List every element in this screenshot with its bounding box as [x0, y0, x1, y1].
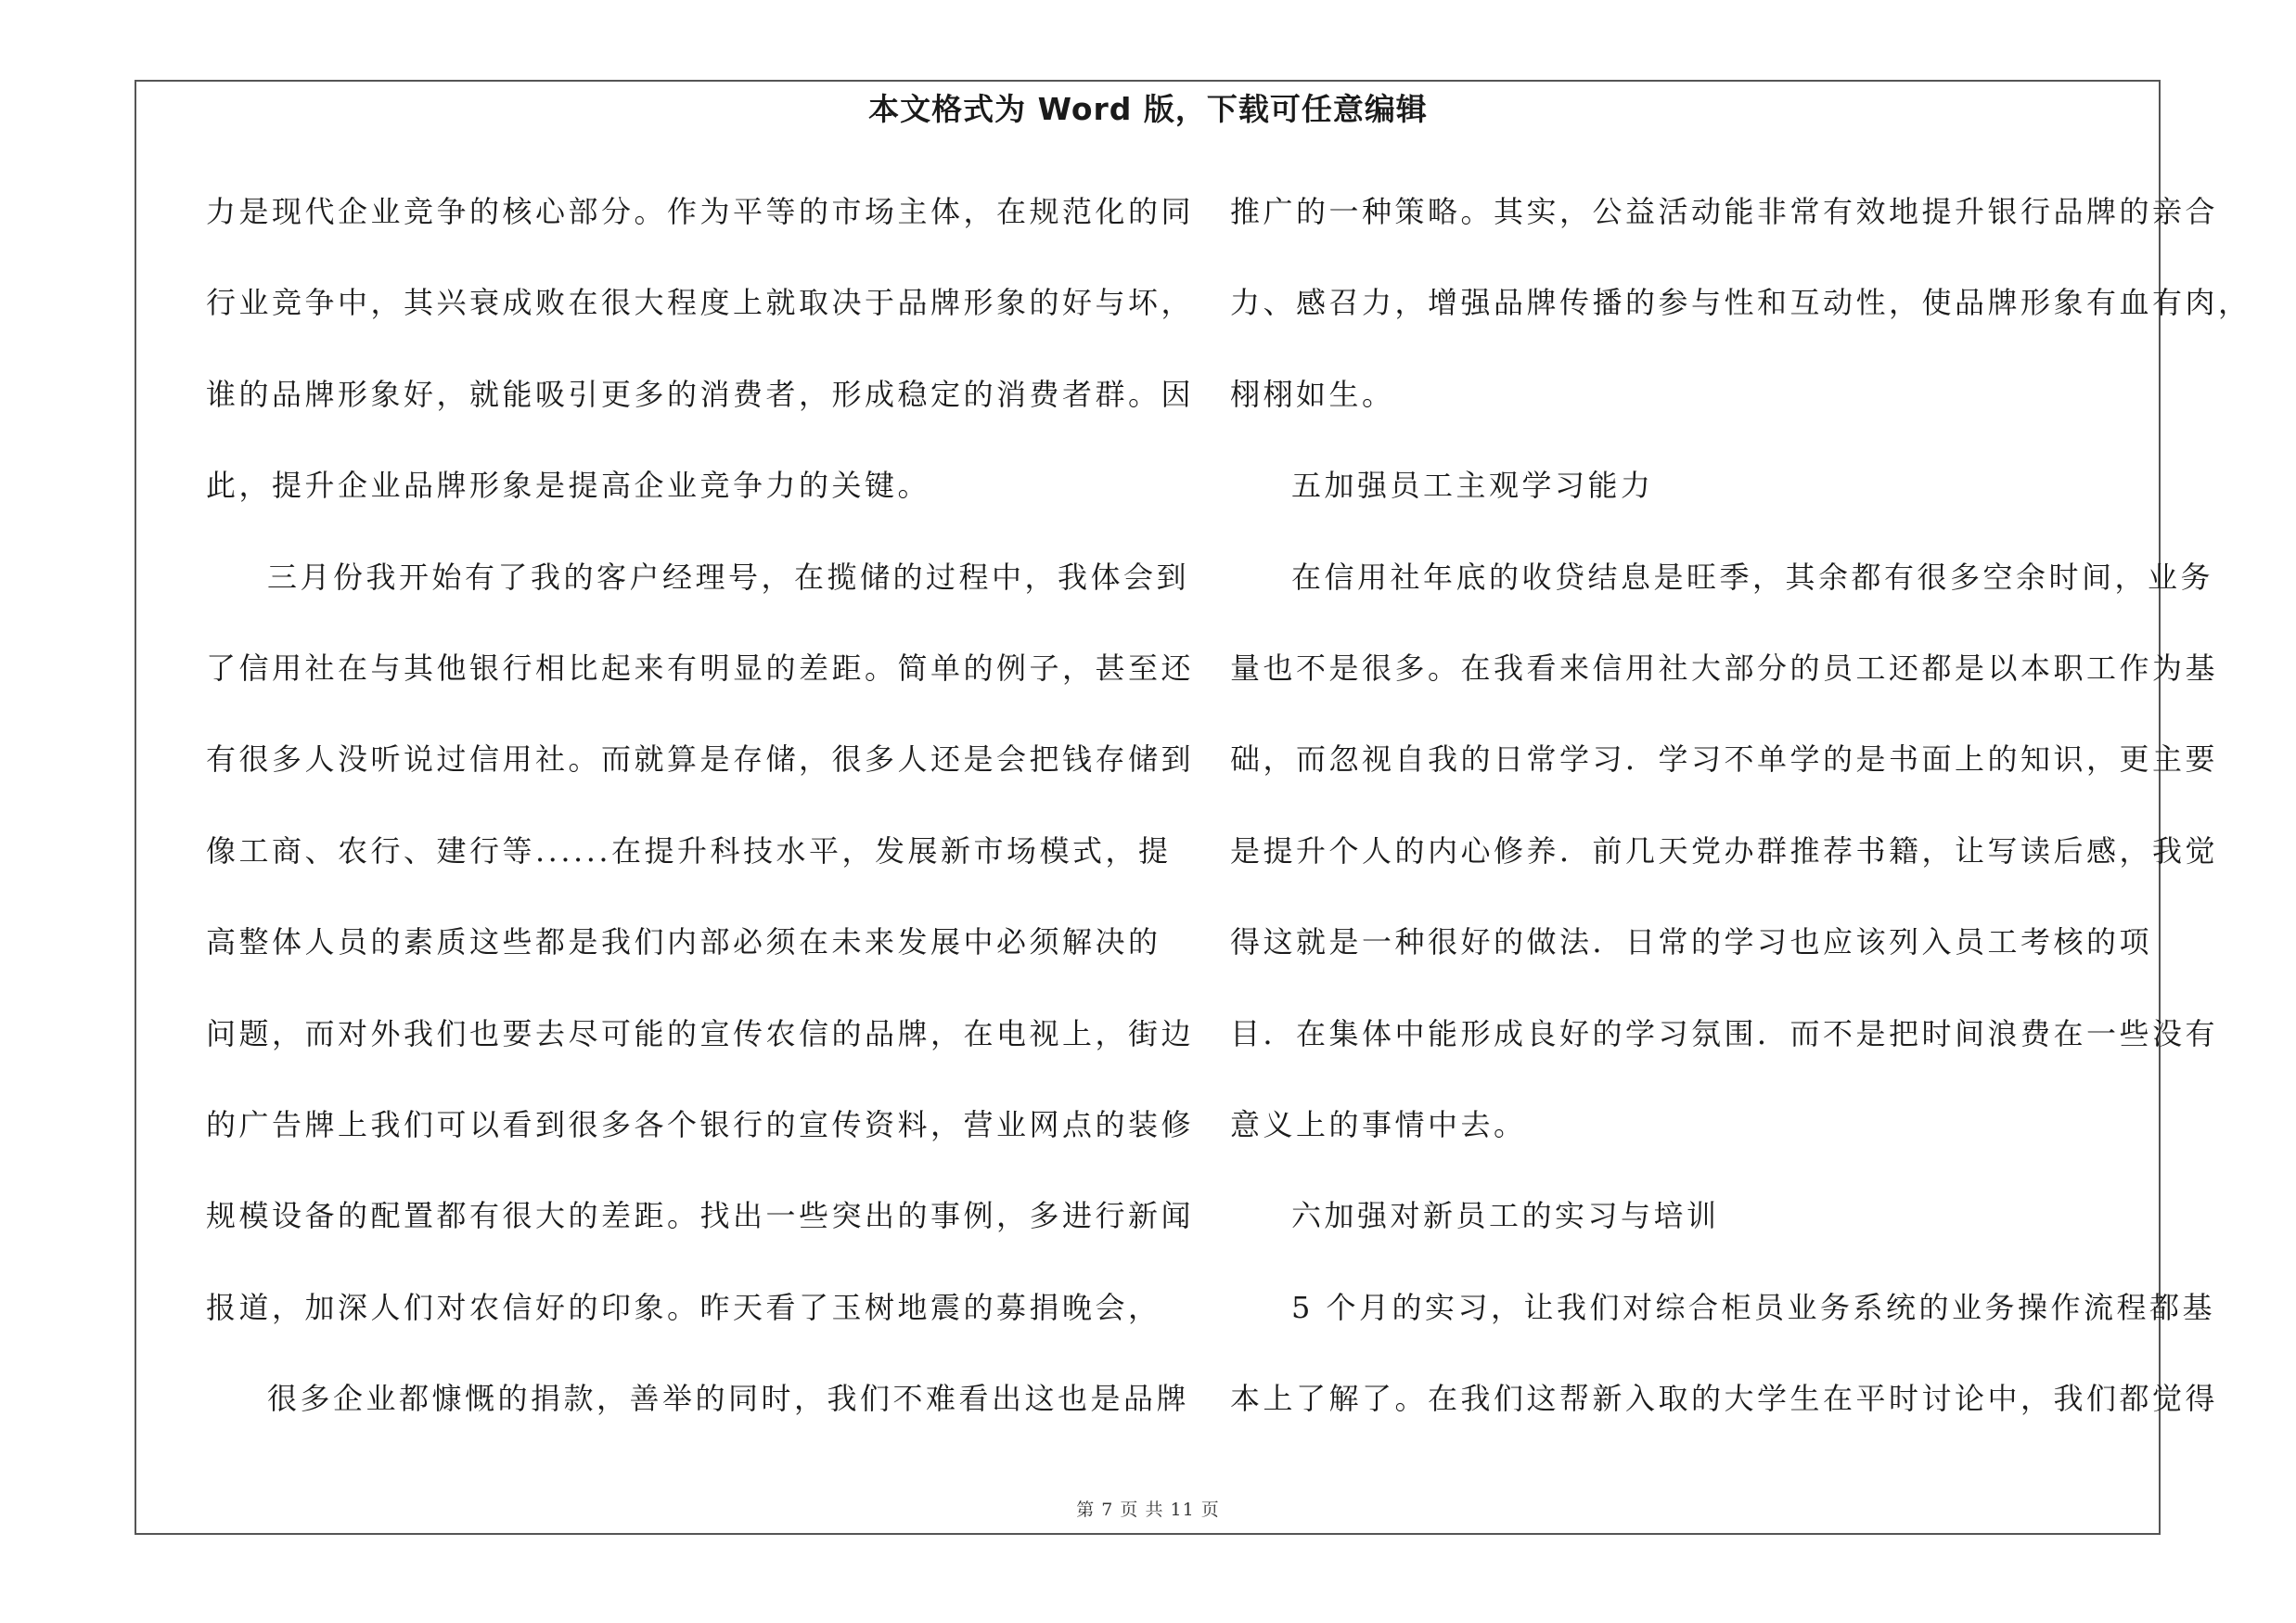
text-line: 五加强员工主观学习能力 — [1291, 468, 1654, 504]
text-line: 础，而忽视自我的日常学习．学习不单学的是书面上的知识，更主要 — [1230, 741, 2219, 778]
text-line: 推广的一种策略。其实，公益活动能非常有效地提升银行品牌的亲合 — [1230, 194, 2219, 229]
text-line: 得这就是一种很好的做法．日常的学习也应该列入员工考核的项 — [1230, 924, 2153, 960]
text-line: 像工商、农行、建行等......在提升科技水平，发展新市场模式，提 — [206, 832, 1172, 869]
text-line: 栩栩如生。 — [1230, 376, 1395, 412]
text-line: 的广告牌上我们可以看到很多各个银行的宣传资料，营业网点的装修 — [206, 1106, 1195, 1142]
right-column — [1230, 182, 2251, 1460]
text-line: 三月份我开始有了我的客户经理号，在揽储的过程中，我体会到 — [267, 559, 1190, 595]
text-line: 量也不是很多。在我看来信用社大部分的员工还都是以本职工作为基 — [1230, 650, 2219, 686]
page-footer: 第 7 页 共 11 页 — [1076, 1500, 1220, 1520]
text-line: 很多企业都慷慨的捐款，善举的同时，我们不难看出这也是品牌 — [267, 1381, 1190, 1417]
text-line: 是提升个人的内心修养．前几天党办群推荐书籍，让写读后感，我觉 — [1230, 832, 2219, 869]
text-line: 5 个月的实习，让我们对综合柜员业务系统的业务操作流程都基 — [1291, 1289, 2216, 1325]
text-line: 报道，加深人们对农信好的印象。昨天看了玉树地震的募捐晚会， — [206, 1289, 1161, 1325]
text-line: 问题，而对外我们也要去尽可能的宣传农信的品牌，在电视上，街边 — [206, 1015, 1195, 1051]
header-title: 本文格式为 Word 版，下载可任意编辑 — [868, 91, 1428, 127]
text-line: 力是现代企业竞争的核心部分。作为平等的市场主体，在规范化的同 — [206, 194, 1195, 229]
text-line: 谁的品牌形象好，就能吸引更多的消费者，形成稳定的消费者群。因 — [206, 376, 1195, 412]
text-line: 规模设备的配置都有很大的差距。找出一些突出的事例，多进行新闻 — [206, 1198, 1195, 1234]
text-line: 在信用社年底的收贷结息是旺季，其余都有很多空余时间，业务 — [1291, 559, 2214, 595]
text-line: 有很多人没听说过信用社。而就算是存储，很多人还是会把钱存储到 — [206, 741, 1195, 778]
text-line: 意义上的事情中去。 — [1230, 1106, 1527, 1142]
text-line: 力、感召力，增强品牌传播的参与性和互动性，使品牌形象有血有肉， — [1230, 285, 2251, 321]
text-line: 了信用社在与其他银行相比起来有明显的差距。简单的例子，甚至还 — [206, 650, 1195, 686]
text-line: 六加强对新员工的实习与培训 — [1291, 1198, 1720, 1234]
left-column — [206, 182, 1195, 1460]
text-line: 目．在集体中能形成良好的学习氛围．而不是把时间浪费在一些没有 — [1230, 1015, 2219, 1051]
text-line: 此，提升企业品牌形象是提高企业竞争力的关键。 — [206, 468, 931, 504]
text-line: 本上了解了。在我们这帮新入取的大学生在平时讨论中，我们都觉得 — [1230, 1381, 2219, 1417]
text-line: 高整体人员的素质这些都是我们内部必须在未来发展中必须解决的 — [206, 924, 1161, 960]
text-line: 行业竞争中，其兴衰成败在很大程度上就取决于品牌形象的好与坏， — [206, 285, 1195, 321]
